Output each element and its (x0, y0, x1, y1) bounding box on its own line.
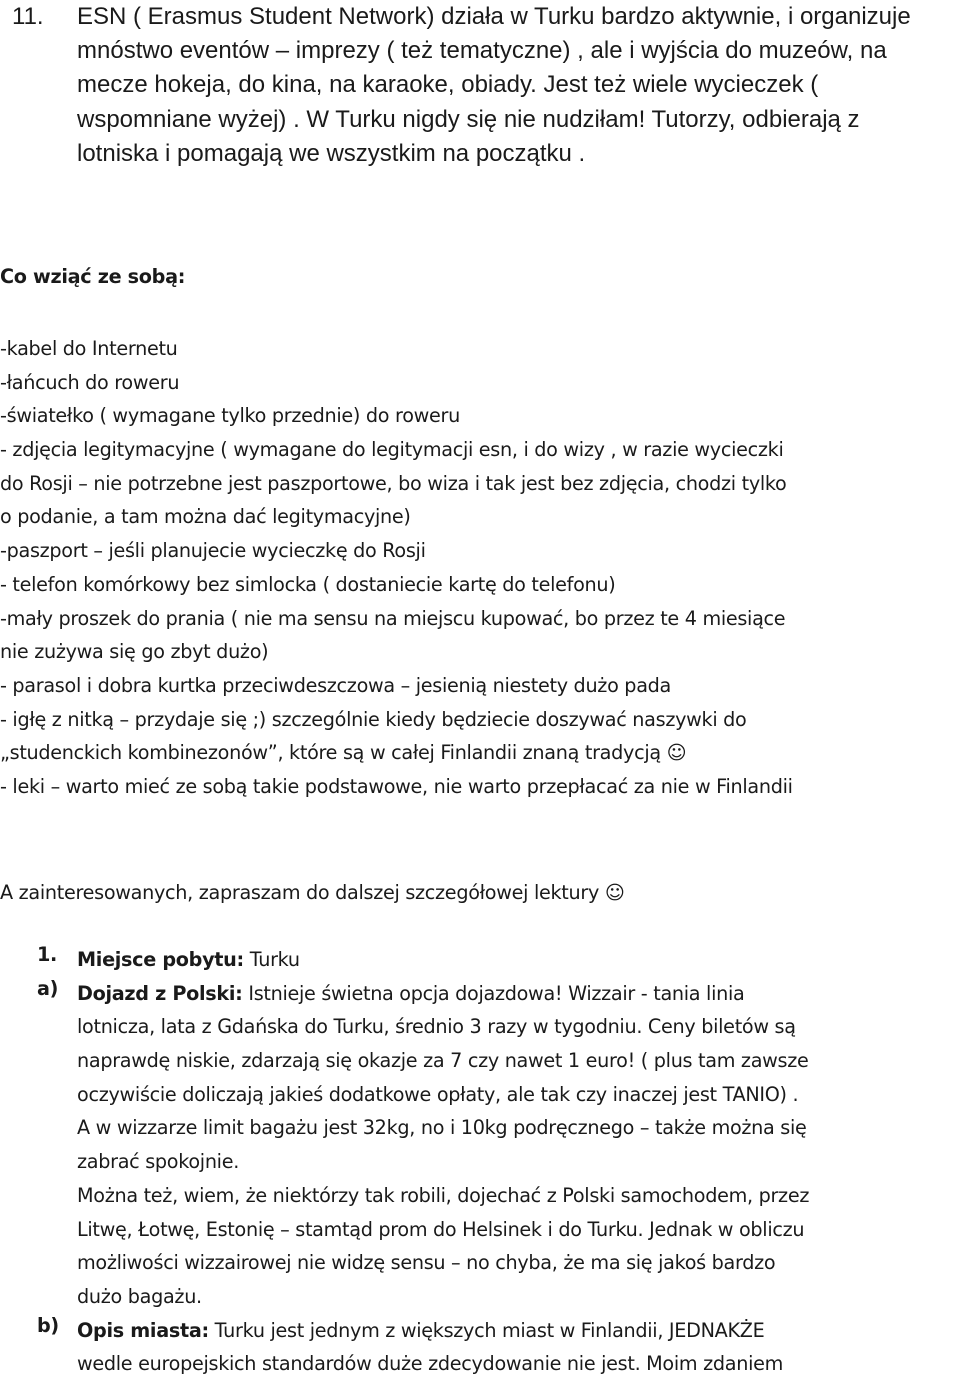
outline-label: b) (37, 1313, 59, 1337)
outline-key: Miejsce pobytu: (77, 948, 244, 971)
outline-item-b (0, 1314, 960, 1381)
list-item: - leki – warto mieć ze sobą takie podstawowe, nie warto przepłacać za nie w Finlandii (0, 774, 793, 798)
list-item: „studenckich kombinezonów”, które są w całej Finlandii znaną tradycją ☺ (0, 741, 687, 765)
list-item: - telefon komórkowy bez simlocka ( dostaniecie kartę do telefonu) (0, 572, 616, 596)
list-item: do Rosji – nie potrzebne jest paszportowe, bo wiza i tak jest bez zdjęcia, chodzi tylko (0, 471, 787, 495)
text-line: wedle europejskich standardów duże zdecydowanie nie jest. Moim zdaniem (77, 1352, 783, 1376)
text-line: lotnicza, lata z Gdańska do Turku, średnio 3 razy w tygodniu. Ceny biletów są (77, 1015, 796, 1039)
text-line: lotniska i pomagają we wszystkim na początku . (77, 139, 586, 167)
text-line: możliwości wizzairowej nie widzę sensu – no chyba, że ma się jakoś bardzo (77, 1251, 776, 1275)
intro-section (0, 0, 960, 171)
text-line: dużo bagażu. (77, 1284, 202, 1308)
lecture-invitation (0, 876, 960, 910)
outline-value: Turku (243, 948, 300, 971)
packing-heading: Co wziąć ze sobą: (0, 265, 186, 288)
list-item: o podanie, a tam można dać legitymacyjne) (0, 505, 411, 529)
list-item: - zdjęcia legitymacyjne ( wymagane do legitymacji esn, i do wizy , w razie wycieczki (0, 438, 784, 462)
outline-label: a) (37, 976, 59, 1000)
text-line: oczywiście doliczają jakieś dodatkowe opłaty, ale tak czy inaczej jest TANIO) . (77, 1082, 799, 1106)
text-line: Litwę, Łotwę, Estonię – stamtąd prom do Helsinek i do Turku. Jednak w obliczu (77, 1217, 805, 1241)
text-line: Można też, wiem, że niektórzy tak robili, dojechać z Polski samochodem, przez (77, 1183, 810, 1207)
outline-key: Opis miasta: (77, 1318, 209, 1342)
text-line: ESN ( Erasmus Student Network) działa w Turku bardzo aktywnie, i organizuje (77, 3, 911, 30)
list-item: -kabel do Internetu (0, 337, 178, 360)
list-item: nie zużywa się go zbyt dużo) (0, 640, 269, 664)
list-item: - igłę z nitką – przydaje się ;) szczególnie kiedy będziecie doszywać naszywki do (0, 707, 747, 731)
text-line (77, 943, 960, 977)
outline-text: Istnieje świetna opcja dojazdowa! Wizzair - tania linia (242, 981, 745, 1005)
text-line: A w wizzarze limit bagażu jest 32kg, no i 10kg podręcznego – także można się (77, 1116, 807, 1140)
packing-list (0, 332, 960, 804)
text-line: zabrać spokojnie. (77, 1150, 240, 1174)
text-line: mecze hokeja, do kina, na karaoke, obiady. Jest też wiele wycieczek ( (77, 71, 819, 99)
text-line: wspomniane wyżej) . W Turku nigdy się nie nudziłam! Tutorzy, odbierają z (77, 105, 860, 133)
text-line: mnóstwo eventów – imprezy ( też tematyczne) , ale i wyjścia do muzeów, na (77, 37, 887, 65)
item-number: 11. (12, 3, 44, 30)
list-item: -paszport – jeśli planujecie wycieczkę do Rosji (0, 539, 426, 563)
lecture-text: A zainteresowanych, zapraszam do dalszej szczegółowej lektury ☺ (0, 881, 625, 904)
list-item: -łańcuch do roweru (0, 370, 180, 394)
outline-section (0, 943, 960, 1381)
outline-item-1 (0, 943, 960, 977)
list-item: -światełko ( wymagane tylko przednie) do roweru (0, 404, 460, 428)
outline-key: Dojazd z Polski: (77, 981, 243, 1005)
list-item-11 (0, 0, 960, 171)
outline-item-a (0, 977, 960, 1314)
list-item: - parasol i dobra kurtka przeciwdeszczowa – jesienią niestety dużo pada (0, 673, 671, 697)
outline-label: 1. (37, 943, 58, 966)
text-line: naprawdę niskie, zdarzają się okazje za 7 czy nawet 1 euro! ( plus tam zawsze (77, 1049, 809, 1073)
text-line (77, 1314, 960, 1348)
list-item: -mały proszek do prania ( nie ma sensu na miejscu kupować, bo przez te 4 miesiące (0, 606, 786, 630)
outline-text: Turku jest jednym z większych miast w Finlandii, JEDNAKŻE (208, 1318, 765, 1342)
text-line (77, 977, 960, 1011)
